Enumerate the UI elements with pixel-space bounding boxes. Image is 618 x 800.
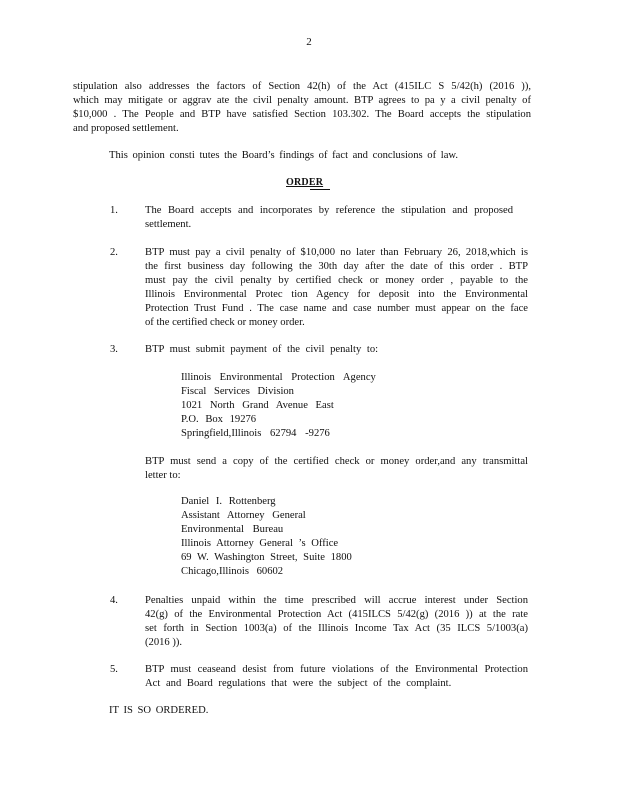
order-item-2 xyxy=(145,246,528,330)
item-number-2: 2. xyxy=(110,247,118,258)
address-2-line-3: Environmental Bureau xyxy=(181,524,284,535)
item-2-line-4: Illinois Environmental Protec tion Agency for deposit into the Environmental xyxy=(145,289,528,300)
item-2-line-6: of the certified check or money order. xyxy=(145,317,305,328)
address-1-line-4: P.O. Box 19276 xyxy=(181,414,257,425)
item-4-line-2: 42(g) of the Environmental Protection Act (415ILCS 5/42(g) (2016 )) at the rate xyxy=(145,609,528,620)
order-item-5 xyxy=(145,663,528,691)
item-2-line-5: Protection Trust Fund . The case name and case number must appear on the face xyxy=(145,303,528,314)
intro-line-2: which may mitigate or aggrav ate the civil penalty amount. BTP agrees to pa y a civil penalty of xyxy=(73,95,531,106)
address-2-line-5: 69 W. Washington Street, Suite 1800 xyxy=(181,552,352,563)
address-2-line-4: Illinois Attorney General ’s Office xyxy=(181,538,339,549)
address-1-line-3: 1021 North Grand Avenue East xyxy=(181,400,334,411)
item-number-3: 3. xyxy=(110,344,118,355)
order-item-4 xyxy=(145,594,528,650)
item-5-line-1: BTP must ceaseand desist from future violations of the Environmental Protection xyxy=(145,664,528,675)
copy-line-1: BTP must send a copy of the certified check or money order,and any transmittal xyxy=(145,456,528,467)
item-4-line-4: (2016 )). xyxy=(145,637,183,648)
item-5-line-2: Act and Board regulations that were the subject of the complaint. xyxy=(145,678,452,689)
copy-line-2: letter to: xyxy=(145,470,181,481)
intro-line-4: and proposed settlement. xyxy=(73,123,179,134)
item-number-4: 4. xyxy=(110,595,118,606)
item-1-line-1: The Board accepts and incorporates by reference the stipulation and proposed xyxy=(145,205,513,216)
item-2-line-2: the first business day following the 30th day after the date of this order . BTP xyxy=(145,261,528,272)
item-3-line-1: BTP must submit payment of the civil penalty to: xyxy=(145,344,379,355)
order-item-3 xyxy=(145,343,528,357)
intro-line-1: stipulation also addresses the factors of Section 42(h) of the Act (415ILC S 5/42(h) (2016 )), xyxy=(73,81,531,92)
payment-address xyxy=(181,371,376,441)
intro-line-3: $10,000 . The People and BTP have satisfied Section 103.302. The Board accepts the stipulation xyxy=(73,109,531,120)
item-number-5: 5. xyxy=(110,664,118,675)
address-1-line-1: Illinois Environmental Protection Agency xyxy=(181,372,376,383)
opinion-statement: This opinion consti tutes the Board’s findings of fact and conclusions of law. xyxy=(109,150,459,161)
order-underline xyxy=(310,189,330,190)
address-2-line-1: Daniel I. Rottenberg xyxy=(181,496,276,507)
address-2-line-2: Assistant Attorney General xyxy=(181,510,306,521)
closing-statement: IT IS SO ORDERED. xyxy=(109,705,209,716)
page-number: 2 xyxy=(306,36,312,48)
item-4-line-1: Penalties unpaid within the time prescribed will accrue interest under Section xyxy=(145,595,528,606)
item-1-line-2: settlement. xyxy=(145,219,192,230)
copy-instruction xyxy=(145,455,528,483)
order-item-1 xyxy=(145,204,513,232)
attorney-address xyxy=(181,495,352,579)
order-heading: ORDER xyxy=(286,177,324,188)
item-number-1: 1. xyxy=(110,205,118,216)
address-2-line-6: Chicago,Illinois 60602 xyxy=(181,566,284,577)
item-4-line-3: set forth in Section 1003(a) of the Illinois Income Tax Act (35 ILCS 5/1003(a) xyxy=(145,623,528,634)
address-1-line-2: Fiscal Services Division xyxy=(181,386,294,397)
item-2-line-1: BTP must pay a civil penalty of $10,000 no later than February 26, 2018,which is xyxy=(145,247,528,258)
address-1-line-5: Springfield,Illinois 62794 -9276 xyxy=(181,428,330,439)
item-2-line-3: must pay the civil penalty by certified check or money order , payable to the xyxy=(145,275,528,286)
